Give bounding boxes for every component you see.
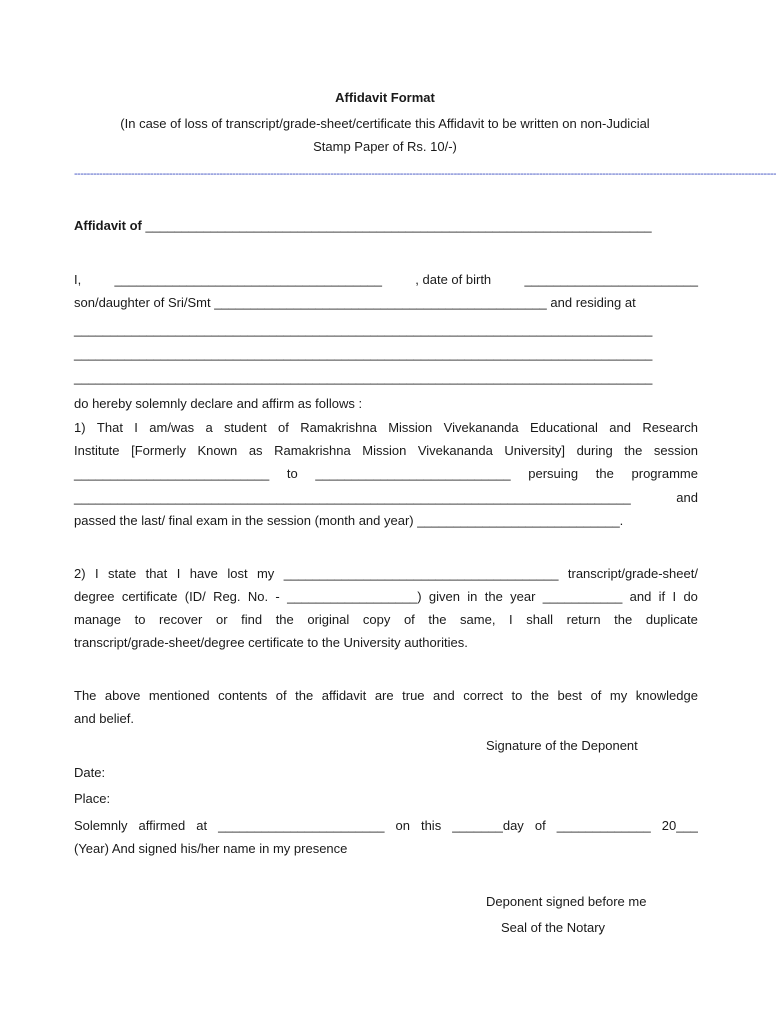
affidavit-of-line (74, 218, 698, 233)
word: year (510, 589, 536, 604)
word: Known (197, 443, 238, 458)
word: the (530, 688, 549, 703)
word: find (241, 612, 263, 627)
word: I (672, 589, 677, 604)
word: persuing (528, 466, 579, 481)
para1-line-2 (74, 443, 698, 458)
document-title: Affidavit Format (335, 90, 435, 105)
word: lost (227, 566, 248, 581)
word: _______________________ (218, 818, 385, 833)
word: if (658, 589, 666, 604)
word: on (395, 818, 410, 833)
word: - (275, 589, 280, 604)
word: Mission (388, 420, 433, 435)
word: that (145, 566, 168, 581)
residing-label: and residing at (550, 295, 636, 310)
word: That (96, 420, 123, 435)
word: ______________________________________ (283, 566, 559, 581)
word: of (534, 818, 546, 833)
para2-line-1 (74, 566, 698, 581)
para3-line-1 (74, 688, 698, 703)
word: above (104, 688, 141, 703)
para1-line-4 (74, 490, 698, 505)
word: mentioned (148, 688, 210, 703)
word: ___________________________ (74, 466, 270, 481)
word: and (676, 490, 698, 505)
word: original (307, 612, 350, 627)
signature-of-deponent: Signature of the Deponent (486, 738, 638, 753)
declare-line: do hereby solemnly declare and affirm as follows : (74, 396, 363, 411)
word: _______day (452, 818, 524, 833)
word: and (433, 688, 455, 703)
para1-line-5: passed the last/ final exam in the session (month and year) ____________________________. (74, 513, 624, 528)
word: the (275, 612, 294, 627)
word: my (256, 566, 275, 581)
son-daughter-label: son/daughter of Sri/Smt (74, 295, 211, 310)
word: student (224, 420, 267, 435)
word: and (609, 420, 631, 435)
word: _____________ (556, 818, 651, 833)
word: to (511, 688, 523, 703)
deponent-signed-before-me: Deponent signed before me (486, 894, 647, 909)
solemn-line-2: (Year) And signed his/her name in my presence (74, 841, 348, 856)
word: best (557, 688, 583, 703)
word: affirmed (138, 818, 186, 833)
word: of (403, 612, 415, 627)
word: the (484, 589, 503, 604)
date-label: Date: (74, 765, 106, 780)
word: have (189, 566, 218, 581)
word: ___________ (542, 589, 623, 604)
affidavit-of-blank: ______________________________________________________________________ (145, 218, 652, 233)
word: Solemnly (74, 818, 128, 833)
word: transcript/grade-sheet/ (567, 566, 698, 581)
identity-i: I, (74, 272, 82, 287)
para2-line-4: transcript/grade-sheet/degree certificate to the University authorities. (74, 635, 468, 650)
word: certificate (121, 589, 178, 604)
address-line-3: ________________________________________________________________________________ (74, 370, 653, 385)
word: return (566, 612, 601, 627)
word: my (609, 688, 628, 703)
word: Reg. (213, 589, 241, 604)
word: the (595, 466, 614, 481)
word: Ramakrishna (274, 443, 351, 458)
word: the (295, 688, 314, 703)
word: in (467, 589, 478, 604)
word: to (286, 466, 298, 481)
word: at (196, 818, 208, 833)
word: degree (74, 589, 115, 604)
word: recover (159, 612, 203, 627)
word: I (509, 612, 513, 627)
word: I (94, 566, 99, 581)
para1-line-1 (74, 420, 698, 435)
word: ___________________________ (315, 466, 511, 481)
word: The (74, 688, 97, 703)
place-label: Place: (74, 791, 111, 806)
word: [Formerly (131, 443, 186, 458)
word: and (629, 589, 652, 604)
dob-label: , date of birth (415, 272, 492, 287)
stamp-note-line-1: (In case of loss of transcript/grade-sheet/certificate this Affidavit to be written on non-Judicial (120, 116, 650, 131)
word: I (176, 566, 181, 581)
para2-line-3 (74, 612, 698, 627)
word: Research (642, 420, 698, 435)
word: _____________________________________________________________________________ (74, 490, 631, 505)
word: session (653, 443, 698, 458)
word: Vivekananda (443, 420, 519, 435)
word: contents (218, 688, 268, 703)
word: of (278, 420, 289, 435)
word: copy (362, 612, 391, 627)
word: __________________) (287, 589, 422, 604)
word: do (683, 589, 698, 604)
word: University] (504, 443, 566, 458)
para3-line-2: and belief. (74, 711, 134, 726)
seal-of-notary: Seal of the Notary (501, 920, 606, 935)
word: of (275, 688, 287, 703)
word: Institute (74, 443, 120, 458)
word: the (614, 612, 633, 627)
word: I (134, 420, 138, 435)
word: affidavit (321, 688, 367, 703)
word: No. (247, 589, 269, 604)
word: as (248, 443, 263, 458)
separator-line: ------------------------------------------------------------------------------------------------------------------------------------------------------------------------------------------------------------------------------ (74, 168, 776, 180)
word: this (420, 818, 442, 833)
word: Educational (529, 420, 598, 435)
word: manage (74, 612, 121, 627)
word: duplicate (645, 612, 698, 627)
father-blank: ______________________________________________ (214, 295, 547, 310)
word: given (428, 589, 460, 604)
word: (ID/ (184, 589, 206, 604)
word: the (428, 612, 447, 627)
address-line-1: ________________________________________________________________________________ (74, 322, 653, 337)
word: shall (526, 612, 554, 627)
word: are (374, 688, 394, 703)
word: knowledge (635, 688, 698, 703)
affidavit-of-label: Affidavit of (74, 218, 142, 233)
stamp-note-line-2: Stamp Paper of Rs. 10/-) (313, 139, 457, 154)
word: correct (463, 688, 503, 703)
word: Ramakrishna (300, 420, 377, 435)
name-blank: _____________________________________ (114, 272, 383, 287)
word: same, (460, 612, 496, 627)
word: a (205, 420, 213, 435)
solemn-line-1 (74, 818, 698, 833)
word: during (576, 443, 613, 458)
para1-line-3 (74, 466, 698, 481)
word: programme (631, 466, 698, 481)
word: to (134, 612, 146, 627)
word: 20___ (661, 818, 698, 833)
identity-line-1 (74, 272, 698, 287)
identity-line-2 (74, 295, 688, 310)
word: 2) (74, 566, 86, 581)
word: state (108, 566, 137, 581)
dob-blank: ________________________ (524, 272, 698, 287)
word: Vivekananda (417, 443, 493, 458)
word: or (215, 612, 228, 627)
word: the (624, 443, 643, 458)
address-line-2: ________________________________________________________________________________ (74, 346, 653, 361)
word: Mission (362, 443, 407, 458)
word: of (590, 688, 602, 703)
word: true (402, 688, 425, 703)
word: am/was (149, 420, 195, 435)
para2-line-2 (74, 589, 698, 604)
word: 1) (74, 420, 86, 435)
